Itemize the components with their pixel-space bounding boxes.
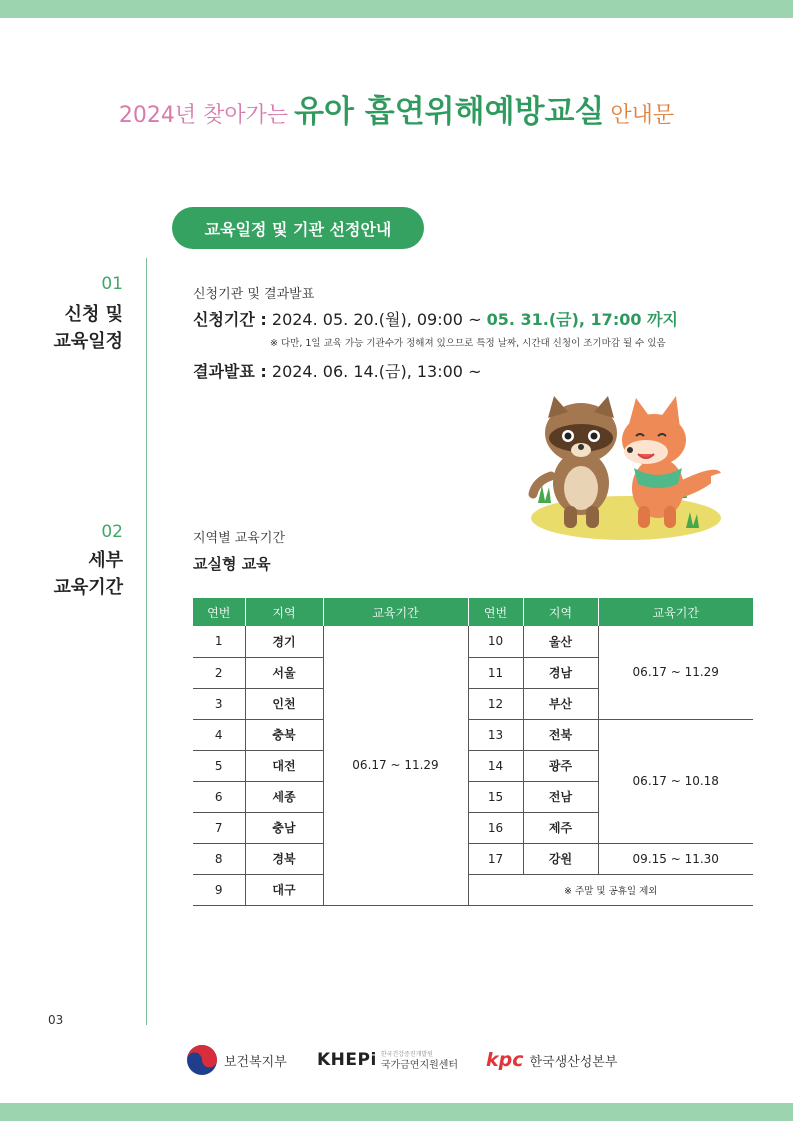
table-header-row (193, 598, 753, 626)
period-group1: 06.17 ~ 11.29 (598, 626, 753, 719)
section-01-title (53, 301, 123, 355)
row-no-2: 10 (468, 626, 523, 657)
section-header-pill: 교육일정 및 기관 선정안내 (172, 207, 424, 249)
apply-end: 05. 31.(금), 17:00 까지 (486, 310, 678, 329)
table-row (193, 843, 753, 874)
section-01-number: 01 (101, 274, 123, 294)
row-no: 1 (193, 626, 245, 657)
section-01-title-line1: 신청 및 (64, 304, 123, 325)
row-region: 충북 (245, 719, 323, 750)
row-no: 3 (193, 688, 245, 719)
row-no: 8 (193, 843, 245, 874)
row-no: 2 (193, 657, 245, 688)
table-footnote: ※ 주말 및 공휴일 제외 (468, 874, 753, 905)
row-region: 충남 (245, 812, 323, 843)
title-main: 유아 흡연위해예방교실 (294, 94, 605, 130)
row-region-2: 경남 (523, 657, 598, 688)
row-region-2: 제주 (523, 812, 598, 843)
header-period: 교육기간 (323, 598, 468, 626)
row-region: 경북 (245, 843, 323, 874)
mascot-illustration (526, 388, 726, 553)
header-period-2: 교육기간 (598, 598, 753, 626)
logo-kpc (486, 1040, 617, 1080)
apply-period (193, 307, 678, 330)
row-region-2: 전북 (523, 719, 598, 750)
kpc-mark: kpc (486, 1049, 524, 1071)
section-02-title-line1: 세부 (88, 550, 123, 571)
row-region: 세종 (245, 781, 323, 812)
row-region-2: 광주 (523, 750, 598, 781)
detail-type-label: 교실형 교육 (193, 555, 271, 573)
section-02-title-line2: 교육기간 (53, 577, 123, 598)
row-region-2: 울산 (523, 626, 598, 657)
kpc-name: 한국생산성본부 (529, 1054, 618, 1070)
result-date: 2024. 06. 14.(금), 13:00 ~ (271, 362, 482, 381)
page-number: 03 (48, 1013, 64, 1027)
taegeuk-icon (186, 1044, 218, 1076)
row-region-2: 전남 (523, 781, 598, 812)
header-region: 지역 (245, 598, 323, 626)
row-no: 5 (193, 750, 245, 781)
khepi-text (381, 1049, 458, 1071)
schedule-subtitle: 신청기관 및 결과발표 (193, 287, 315, 302)
table-row (193, 719, 753, 750)
period-group2: 06.17 ~ 10.18 (598, 719, 753, 843)
table-row (193, 626, 753, 657)
apply-label: 신청기간 : (193, 310, 267, 329)
logo-bar (0, 1040, 793, 1080)
bottom-decor-bar (0, 1103, 793, 1121)
period-group3: 09.15 ~ 11.30 (598, 843, 753, 874)
row-no: 9 (193, 874, 245, 905)
row-no: 6 (193, 781, 245, 812)
row-no-2: 12 (468, 688, 523, 719)
row-region: 대전 (245, 750, 323, 781)
top-decor-bar (0, 0, 793, 18)
khepi-mark: KHEPi (317, 1050, 377, 1070)
detail-subtitle: 지역별 교육기간 (193, 531, 286, 546)
header-region-2: 지역 (523, 598, 598, 626)
result-announcement (193, 359, 481, 382)
header-no: 연번 (193, 598, 245, 626)
row-region-2: 부산 (523, 688, 598, 719)
row-region-2: 강원 (523, 843, 598, 874)
row-no-2: 15 (468, 781, 523, 812)
row-region: 경기 (245, 626, 323, 657)
row-no: 7 (193, 812, 245, 843)
mohw-name: 보건복지부 (224, 1054, 287, 1070)
title-year: 2024년 찾아가는 (118, 103, 289, 128)
title-suffix: 안내문 (610, 103, 675, 128)
page-title (0, 86, 793, 131)
row-region: 서울 (245, 657, 323, 688)
divider-line (146, 258, 147, 1025)
row-no-2: 16 (468, 812, 523, 843)
row-no-2: 13 (468, 719, 523, 750)
row-region: 인천 (245, 688, 323, 719)
period-left: 06.17 ~ 11.29 (323, 626, 468, 905)
row-no-2: 11 (468, 657, 523, 688)
row-no-2: 14 (468, 750, 523, 781)
section-01-title-line2: 교육일정 (53, 331, 123, 352)
logo-mohw (186, 1040, 287, 1080)
apply-start: 2024. 05. 20.(월), 09:00 ~ (271, 310, 487, 329)
table-row (193, 874, 753, 905)
row-no: 4 (193, 719, 245, 750)
section-02-title (53, 547, 123, 601)
schedule-table (193, 598, 753, 906)
row-no-2: 17 (468, 843, 523, 874)
result-label: 결과발표 : (193, 362, 267, 381)
header-no-2: 연번 (468, 598, 523, 626)
section-02-number: 02 (101, 522, 123, 542)
khepi-name: 국가금연지원센터 (380, 1060, 459, 1071)
logo-khepi (317, 1040, 458, 1080)
apply-note: ※ 다만, 1일 교육 가능 기관수가 정해져 있으므로 특정 날짜, 시간대 신청이 조기마감 될 수 있음 (270, 338, 666, 349)
row-region: 대구 (245, 874, 323, 905)
khepi-small: 한국건강증진개발원 (380, 1051, 433, 1058)
